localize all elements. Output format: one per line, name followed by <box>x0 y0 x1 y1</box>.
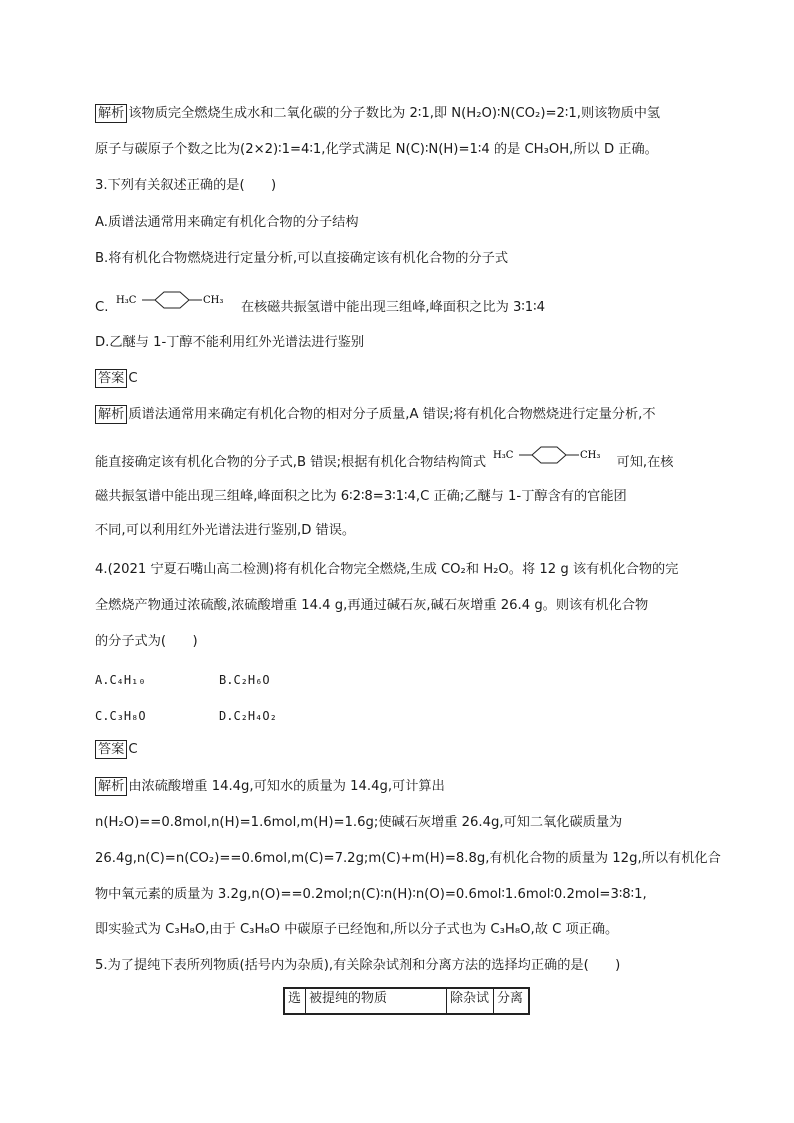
answer-tag: 答案 <box>95 740 127 759</box>
svg-text:H₃C: H₃C <box>493 450 514 461</box>
q4-analysis-line-5: 即实验式为 C₃H₈O,由于 C₃H₈O 中碳原子已经饱和,所以分子式也为 C₃H₈O,故 C 项正确。 <box>95 922 619 937</box>
q4-analysis-line-3: 26.4g,n(C)=n(CO₂)==0.6mol,m(C)=7.2g;m(C)+m(H)=8.8g,有机化合物的质量为 12g,所以有机化合 <box>95 851 721 866</box>
q3-option-a: A.质谱法通常用来确定有机化合物的分子结构 <box>95 215 359 230</box>
dimethylcyclohexane-structure <box>115 291 233 323</box>
q5-table <box>283 987 530 1015</box>
q5-stem: 5.为了提纯下表所列物质(括号内为杂质),有关除杂试剂和分离方法的选择均正确的是( ) <box>95 958 621 973</box>
q4-analysis-line-4: 物中氧元素的质量为 3.2g,n(O)==0.2mol;n(C)∶n(H)∶n(O)=0.6mol∶1.6mol∶0.2mol=3∶8∶1, <box>95 887 647 902</box>
q2-analysis-line-2: 原子与碳原子个数之比为(2×2)∶1=4∶1,化学式满足 N(C)∶N(H)=1∶4 的是 CH₃OH,所以 D 正确。 <box>95 142 658 157</box>
q4-answer: 答案 C <box>95 740 138 760</box>
analysis-tag: 解析 <box>95 777 127 796</box>
q4-option-d: D.C₂H₄O₂ <box>219 709 277 723</box>
analysis-tag: 解析 <box>95 104 127 123</box>
svg-text:H₃C: H₃C <box>115 295 136 306</box>
q4-option-a: A.C₄H₁₀ <box>95 673 146 687</box>
table-header-cell: 被提纯的物质 <box>306 988 447 1014</box>
table-header-cell: 除杂试 <box>447 988 494 1014</box>
q4-stem-line-3: 的分子式为( ) <box>95 634 198 649</box>
q3-analysis-line-4: 不同,可以利用红外光谱法进行鉴别,D 错误。 <box>95 523 356 538</box>
svg-text:CH₃: CH₃ <box>202 295 223 306</box>
q4-option-c: C.C₃H₈O <box>95 709 146 723</box>
q2-analysis-line-1: 解析 该物质完全燃烧生成水和二氧化碳的分子数比为 2∶1,即 N(H₂O)∶N(CO₂)=2∶1,则该物质中氢 <box>95 104 660 124</box>
q3-answer: 答案 C <box>95 369 138 389</box>
answer-tag: 答案 <box>95 369 127 388</box>
q3-option-b: B.将有机化合物燃烧进行定量分析,可以直接确定该有机化合物的分子式 <box>95 251 509 266</box>
q4-stem-line-2: 全燃烧产物通过浓硫酸,浓硫酸增重 14.4 g,再通过碱石灰,碱石灰增重 26.4 g。则该有机化合物 <box>95 598 649 613</box>
q3-option-d: D.乙醚与 1-丁醇不能利用红外光谱法进行鉴别 <box>95 335 365 350</box>
q3-stem: 3.下列有关叙述正确的是( ) <box>95 178 277 193</box>
table-header-cell: 选 <box>284 988 306 1014</box>
q4-analysis-line-2: n(H₂O)==0.8mol,n(H)=1.6mol,m(H)=1.6g;使碱石灰增重 26.4g,可知二氧化碳质量为 <box>95 815 623 830</box>
analysis-tag: 解析 <box>95 405 127 424</box>
table-header-cell: 分离 <box>494 988 530 1014</box>
q3-option-c: C. H₃C CH₃ 在核磁共振氢谱中能出现三组峰,峰面积之比为 3∶1∶4 <box>95 291 545 323</box>
q4-analysis-line-1: 解析 由浓硫酸增重 14.4g,可知水的质量为 14.4g,可计算出 <box>95 777 445 797</box>
q4-stem-line-1: 4.(2021 宁夏石嘴山高二检测)将有机化合物完全燃烧,生成 CO₂和 H₂O。将 12 g 该有机化合物的完 <box>95 562 679 577</box>
q3-analysis-line-2: 能直接确定该有机化合物的分子式,B 错误;根据有机化合物结构简式 H₃C CH₃ 可知,在核 <box>95 446 673 478</box>
q3-analysis-line-3: 磁共振氢谱中能出现三组峰,峰面积之比为 6∶2∶8=3∶1∶4,C 正确;乙醚与 1-丁醇含有的官能团 <box>95 489 627 504</box>
q4-option-b: B.C₂H₆O <box>219 673 270 687</box>
table-header-row <box>284 988 529 1014</box>
q3-analysis-line-1: 解析 质谱法通常用来确定有机化合物的相对分子质量,A 错误;将有机化合物燃烧进行定量分析,不 <box>95 405 656 425</box>
dimethylcyclohexane-structure <box>492 446 610 478</box>
svg-text:CH₃: CH₃ <box>580 450 601 461</box>
